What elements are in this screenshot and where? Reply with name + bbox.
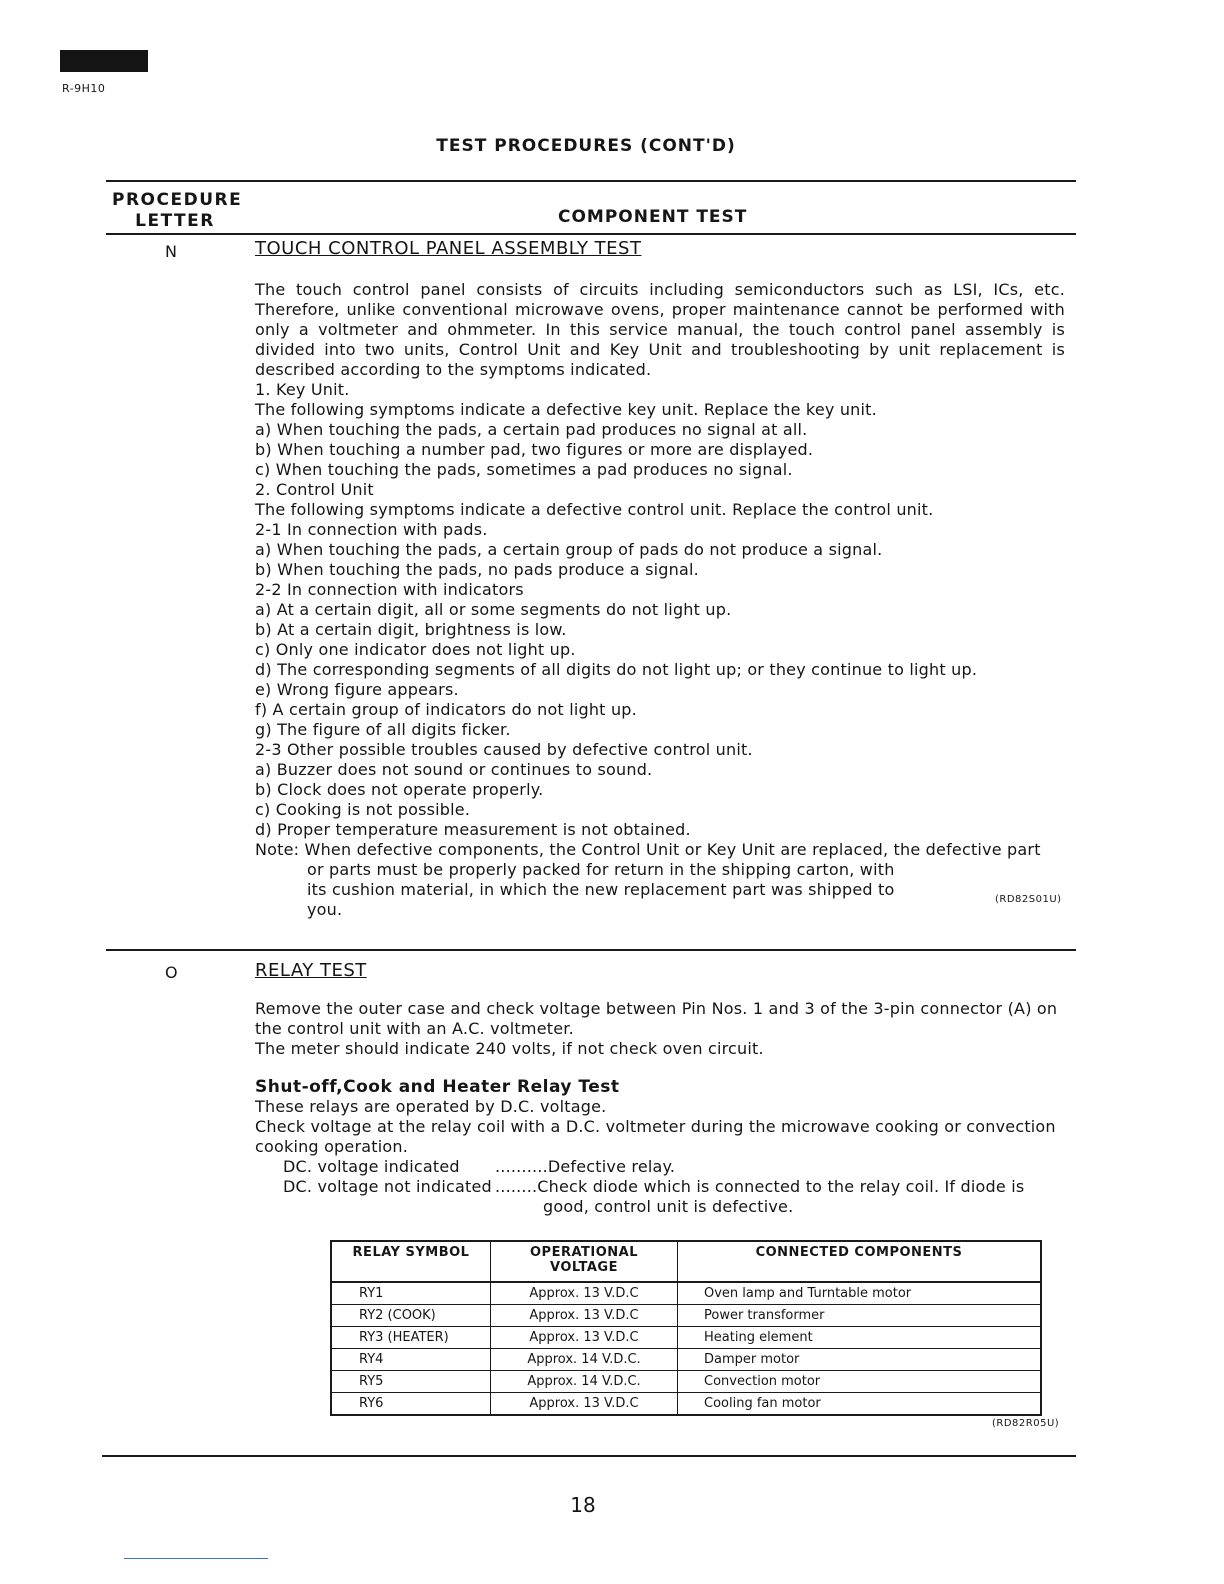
relay-meter: The meter should indicate 240 volts, if not check oven circuit. [255, 1039, 764, 1058]
list-item: f) A certain group of indicators do not light up. [255, 700, 637, 719]
voltage-cell: Approx. 13 V.D.C [491, 1282, 678, 1305]
header-bottom-rule [106, 233, 1076, 235]
list-item: b) When touching a number pad, two figures or more are displayed. [255, 440, 814, 459]
procedure-header-line2: LETTER [135, 211, 215, 231]
dc-indicated-row [255, 1157, 1065, 1177]
component-cell: Heating element [678, 1327, 1042, 1349]
table-row [331, 1327, 1041, 1349]
procedure-letter-n: N [165, 242, 177, 261]
table-row [331, 1393, 1041, 1416]
voltage-cell: Approx. 13 V.D.C [491, 1393, 678, 1416]
relay-intro: Remove the outer case and check voltage between Pin Nos. 1 and 3 of the 3-pin connector (A) on the control unit with an A.C. voltmeter. [255, 999, 1058, 1038]
relay-check: Check voltage at the relay coil with a D.C. voltmeter during the microwave cooking or convection cooking operation. [255, 1117, 1056, 1156]
relay-subheading: Shut-off,Cook and Heater Relay Test [255, 1077, 620, 1097]
component-cell: Oven lamp and Turntable motor [678, 1282, 1042, 1305]
component-cell: Power transformer [678, 1305, 1042, 1327]
model-number: R-9H10 [62, 82, 106, 95]
relay-dc-intro: These relays are operated by D.C. voltage. [255, 1097, 607, 1116]
voltage-cell: Approx. 14 V.D.C. [491, 1349, 678, 1371]
note-line1: Note: When defective components, the Control Unit or Key Unit are replaced, the defective part [255, 840, 1041, 859]
list-item: d) Proper temperature measurement is not obtained. [255, 820, 691, 839]
voltage-cell: Approx. 14 V.D.C. [491, 1371, 678, 1393]
list-item: a) Buzzer does not sound or continues to sound. [255, 760, 653, 779]
procedure-letter-o: O [165, 963, 178, 982]
relay-symbol-cell: RY2 (COOK) [331, 1305, 491, 1327]
voltage-cell: Approx. 13 V.D.C [491, 1305, 678, 1327]
dc-not-indicated-continuation: good, control unit is defective. [543, 1197, 794, 1216]
dc-indicated-result: ..........Defective relay. [495, 1157, 676, 1176]
indicators-heading: 2-2 In connection with indicators [255, 580, 524, 599]
component-cell: Cooling fan motor [678, 1393, 1042, 1416]
section-o-body [255, 999, 1065, 1217]
list-item: c) Only one indicator does not light up. [255, 640, 576, 659]
dc-not-indicated-label: DC. voltage not indicated [283, 1177, 492, 1196]
voltage-cell: Approx. 13 V.D.C [491, 1327, 678, 1349]
header-top-rule [106, 180, 1076, 182]
list-item: d) The corresponding segments of all digits do not light up; or they continue to light up. [255, 660, 978, 679]
section-n-title: TOUCH CONTROL PANEL ASSEMBLY TEST [255, 238, 642, 259]
list-item: a) When touching the pads, a certain group of pads do not produce a signal. [255, 540, 883, 559]
page-number: 18 [570, 1493, 596, 1517]
relay-symbol-cell: RY6 [331, 1393, 491, 1416]
list-item: b) At a certain digit, brightness is low. [255, 620, 567, 639]
note-continuation: or parts must be properly packed for return in the shipping carton, with its cushion material, in which the new replacement part was shipped to you. [307, 860, 895, 919]
list-item: a) When touching the pads, a certain pad produces no signal at all. [255, 420, 808, 439]
component-cell: Damper motor [678, 1349, 1042, 1371]
dc-not-indicated-row [255, 1177, 1065, 1197]
component-test-header: COMPONENT TEST [558, 207, 748, 227]
table-row [331, 1305, 1041, 1327]
control-unit-intro: The following symptoms indicate a defective control unit. Replace the control unit. [255, 500, 934, 519]
other-heading: 2-3 Other possible troubles caused by defective control unit. [255, 740, 753, 759]
relay-symbol-header: RELAY SYMBOL [331, 1241, 491, 1282]
section-o-title: RELAY TEST [255, 960, 367, 981]
procedure-header-line1: PROCEDURE [112, 190, 243, 210]
section-n-code: (RD82S01U) [995, 894, 1062, 905]
section-o-code: (RD82R05U) [992, 1418, 1060, 1429]
relay-symbol-cell: RY3 (HEATER) [331, 1327, 491, 1349]
list-item: c) Cooking is not possible. [255, 800, 471, 819]
dc-not-indicated-result: ........Check diode which is connected to the relay coil. If diode is [495, 1177, 1025, 1196]
procedure-letter-header [112, 190, 243, 232]
footer-rule [102, 1455, 1076, 1457]
relay-table [330, 1240, 1042, 1416]
list-item: g) The figure of all digits ficker. [255, 720, 511, 739]
list-item: a) At a certain digit, all or some segments do not light up. [255, 600, 732, 619]
list-item: b) When touching the pads, no pads produce a signal. [255, 560, 699, 579]
connected-components-header: CONNECTED COMPONENTS [678, 1241, 1042, 1282]
key-unit-heading: 1. Key Unit. [255, 380, 350, 399]
section-divider [106, 949, 1076, 951]
key-unit-intro: The following symptoms indicate a defective key unit. Replace the key unit. [255, 400, 877, 419]
pads-heading: 2-1 In connection with pads. [255, 520, 488, 539]
relay-table-header-row [331, 1241, 1041, 1282]
operational-voltage-header: OPERATIONAL VOLTAGE [491, 1241, 678, 1282]
component-cell: Convection motor [678, 1371, 1042, 1393]
list-item: c) When touching the pads, sometimes a pad produces no signal. [255, 460, 793, 479]
scan-edge-line [124, 1558, 268, 1559]
table-row [331, 1282, 1041, 1305]
relay-symbol-cell: RY5 [331, 1371, 491, 1393]
dc-indicated-label: DC. voltage indicated [283, 1157, 460, 1176]
header-black-tab [60, 50, 148, 72]
list-item: e) Wrong figure appears. [255, 680, 459, 699]
table-row [331, 1349, 1041, 1371]
section-n-body [255, 280, 1065, 920]
list-item: b) Clock does not operate properly. [255, 780, 544, 799]
page-title: TEST PROCEDURES (CONT'D) [436, 136, 736, 156]
table-row [331, 1371, 1041, 1393]
relay-symbol-cell: RY4 [331, 1349, 491, 1371]
section-n-intro: The touch control panel consists of circuits including semiconductors such as LSI, ICs, etc. Therefore, unlike conventional microwave ovens, proper maintenance cannot be performed with only a voltmeter and ohmmeter. In this service manual, the touch control panel assembly is divided into two units, Control Unit and Key Unit and troubleshooting by unit replacement is described according to the symptoms indicated. [255, 280, 1065, 379]
relay-symbol-cell: RY1 [331, 1282, 491, 1305]
control-unit-heading: 2. Control Unit [255, 480, 374, 499]
